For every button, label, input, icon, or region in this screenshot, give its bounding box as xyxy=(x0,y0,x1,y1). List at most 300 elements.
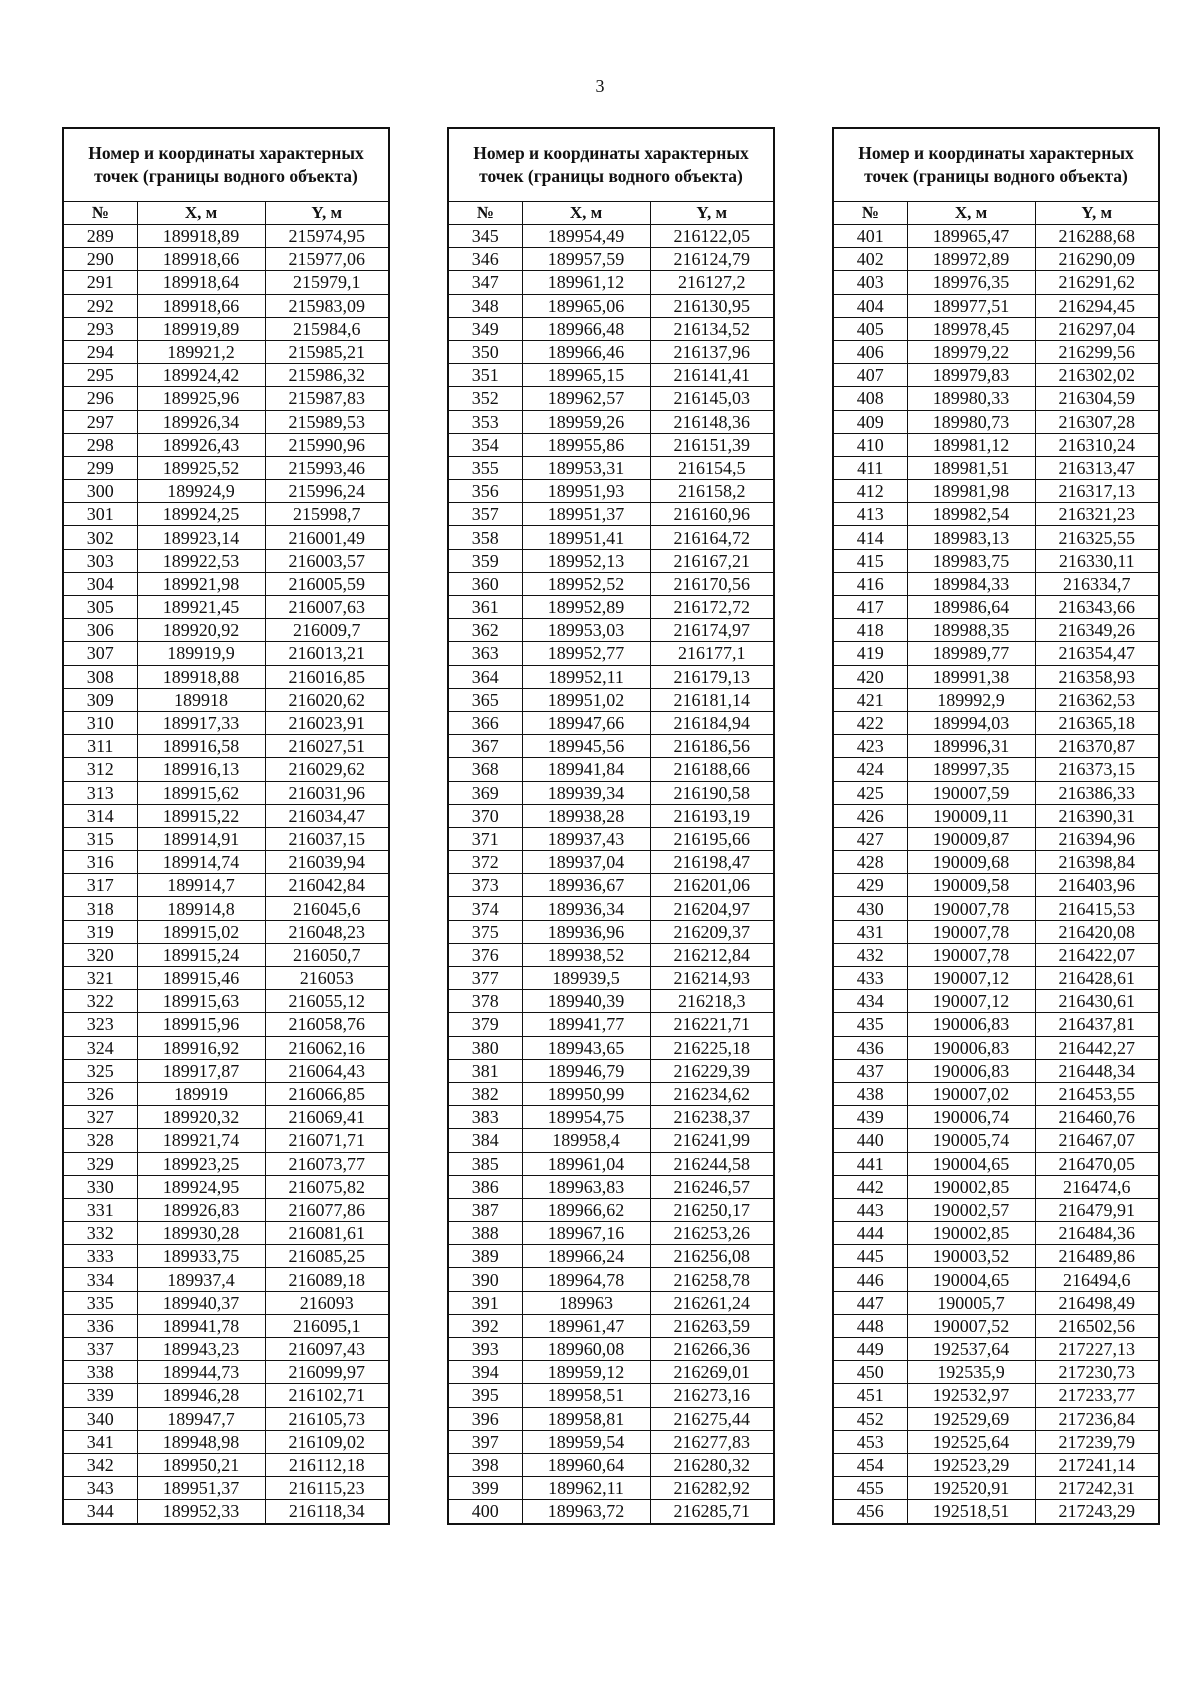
point-number-cell: 385 xyxy=(448,1152,522,1175)
table-row xyxy=(448,990,774,1013)
y-coordinate-cell: 215977,06 xyxy=(265,248,389,271)
y-coordinate-cell: 216099,97 xyxy=(265,1361,389,1384)
y-coordinate-cell: 215986,32 xyxy=(265,364,389,387)
x-coordinate-cell: 189976,35 xyxy=(907,271,1035,294)
x-coordinate-cell: 189991,38 xyxy=(907,665,1035,688)
point-number-cell: 426 xyxy=(833,804,907,827)
x-coordinate-cell: 192535,9 xyxy=(907,1361,1035,1384)
table-row xyxy=(833,456,1159,479)
x-coordinate-cell: 189948,98 xyxy=(137,1430,265,1453)
y-coordinate-cell: 216403,96 xyxy=(1035,874,1159,897)
y-coordinate-cell: 216288,68 xyxy=(1035,225,1159,248)
table-row xyxy=(833,387,1159,410)
point-number-cell: 438 xyxy=(833,1082,907,1105)
y-coordinate-cell: 216193,19 xyxy=(650,804,774,827)
y-coordinate-cell: 216394,96 xyxy=(1035,827,1159,850)
y-coordinate-cell: 216167,21 xyxy=(650,549,774,572)
x-coordinate-cell: 189916,92 xyxy=(137,1036,265,1059)
point-number-cell: 436 xyxy=(833,1036,907,1059)
x-coordinate-cell: 189951,37 xyxy=(522,503,650,526)
y-coordinate-cell: 216045,6 xyxy=(265,897,389,920)
y-coordinate-cell: 216282,92 xyxy=(650,1477,774,1500)
table-row xyxy=(448,1338,774,1361)
point-number-cell: 441 xyxy=(833,1152,907,1175)
point-number-cell: 414 xyxy=(833,526,907,549)
y-coordinate-cell: 216290,09 xyxy=(1035,248,1159,271)
y-coordinate-cell: 216039,94 xyxy=(265,851,389,874)
x-coordinate-cell: 189952,89 xyxy=(522,596,650,619)
x-coordinate-cell: 189915,24 xyxy=(137,943,265,966)
y-coordinate-cell: 216195,66 xyxy=(650,827,774,850)
x-coordinate-cell: 189950,21 xyxy=(137,1453,265,1476)
table-row xyxy=(63,526,389,549)
x-coordinate-cell: 189953,31 xyxy=(522,456,650,479)
point-number-cell: 355 xyxy=(448,456,522,479)
x-coordinate-cell: 189918,66 xyxy=(137,248,265,271)
x-coordinate-cell: 190009,11 xyxy=(907,804,1035,827)
y-coordinate-cell: 216415,53 xyxy=(1035,897,1159,920)
point-number-cell: 362 xyxy=(448,619,522,642)
y-coordinate-cell: 216050,7 xyxy=(265,943,389,966)
table-row xyxy=(63,851,389,874)
y-coordinate-cell: 216313,47 xyxy=(1035,456,1159,479)
table-row xyxy=(833,271,1159,294)
point-number-cell: 350 xyxy=(448,340,522,363)
y-coordinate-cell: 216470,05 xyxy=(1035,1152,1159,1175)
table-row xyxy=(833,1059,1159,1082)
y-coordinate-cell: 216118,34 xyxy=(265,1500,389,1524)
point-number-cell: 435 xyxy=(833,1013,907,1036)
y-coordinate-cell: 217236,84 xyxy=(1035,1407,1159,1430)
y-coordinate-cell: 216437,81 xyxy=(1035,1013,1159,1036)
table-row xyxy=(448,1430,774,1453)
x-coordinate-cell: 189926,83 xyxy=(137,1198,265,1221)
y-coordinate-cell: 216467,07 xyxy=(1035,1129,1159,1152)
y-coordinate-cell: 216474,6 xyxy=(1035,1175,1159,1198)
x-coordinate-cell: 189947,7 xyxy=(137,1407,265,1430)
table-row xyxy=(833,897,1159,920)
table-row xyxy=(448,1129,774,1152)
x-coordinate-cell: 189959,26 xyxy=(522,410,650,433)
y-coordinate-cell: 216020,62 xyxy=(265,688,389,711)
point-number-cell: 417 xyxy=(833,596,907,619)
x-coordinate-cell: 189920,92 xyxy=(137,619,265,642)
table-row xyxy=(448,1453,774,1476)
x-coordinate-cell: 190007,12 xyxy=(907,967,1035,990)
x-coordinate-cell: 189986,64 xyxy=(907,596,1035,619)
table-row xyxy=(833,1222,1159,1245)
point-number-cell: 369 xyxy=(448,781,522,804)
x-coordinate-cell: 189963 xyxy=(522,1291,650,1314)
point-number-cell: 316 xyxy=(63,851,137,874)
table-row xyxy=(833,410,1159,433)
y-coordinate-cell: 216009,7 xyxy=(265,619,389,642)
table-row xyxy=(63,340,389,363)
x-coordinate-cell: 189983,13 xyxy=(907,526,1035,549)
x-coordinate-cell: 190009,87 xyxy=(907,827,1035,850)
table-row xyxy=(63,317,389,340)
point-number-cell: 338 xyxy=(63,1361,137,1384)
point-number-cell: 348 xyxy=(448,294,522,317)
table-row xyxy=(448,688,774,711)
y-coordinate-cell: 216229,39 xyxy=(650,1059,774,1082)
y-coordinate-cell: 216042,84 xyxy=(265,874,389,897)
y-coordinate-cell: 216112,18 xyxy=(265,1453,389,1476)
y-coordinate-cell: 216448,34 xyxy=(1035,1059,1159,1082)
y-coordinate-cell: 216280,32 xyxy=(650,1453,774,1476)
point-number-cell: 353 xyxy=(448,410,522,433)
point-number-cell: 384 xyxy=(448,1129,522,1152)
table-row xyxy=(448,317,774,340)
x-coordinate-cell: 189958,51 xyxy=(522,1384,650,1407)
table-row xyxy=(833,433,1159,456)
x-coordinate-cell: 189943,65 xyxy=(522,1036,650,1059)
x-coordinate-cell: 189939,5 xyxy=(522,967,650,990)
x-coordinate-cell: 189963,83 xyxy=(522,1175,650,1198)
table-row xyxy=(833,1082,1159,1105)
table-row xyxy=(63,1245,389,1268)
table-row xyxy=(448,804,774,827)
table-row xyxy=(833,225,1159,248)
y-coordinate-cell: 216390,31 xyxy=(1035,804,1159,827)
point-number-cell: 393 xyxy=(448,1338,522,1361)
table-row xyxy=(63,480,389,503)
table-row xyxy=(448,1013,774,1036)
y-coordinate-cell: 216334,7 xyxy=(1035,572,1159,595)
table-row xyxy=(63,619,389,642)
y-coordinate-cell: 216097,43 xyxy=(265,1338,389,1361)
table-row xyxy=(448,294,774,317)
point-number-cell: 334 xyxy=(63,1268,137,1291)
point-number-cell: 389 xyxy=(448,1245,522,1268)
x-coordinate-cell: 189959,54 xyxy=(522,1430,650,1453)
point-number-cell: 302 xyxy=(63,526,137,549)
table-row xyxy=(448,549,774,572)
x-coordinate-cell: 189958,81 xyxy=(522,1407,650,1430)
x-coordinate-cell: 189981,98 xyxy=(907,480,1035,503)
y-coordinate-cell: 216266,36 xyxy=(650,1338,774,1361)
table-row xyxy=(448,456,774,479)
table-row xyxy=(448,1036,774,1059)
x-coordinate-cell: 189953,03 xyxy=(522,619,650,642)
point-number-cell: 413 xyxy=(833,503,907,526)
point-number-cell: 317 xyxy=(63,874,137,897)
point-number-cell: 368 xyxy=(448,758,522,781)
y-coordinate-cell: 216095,1 xyxy=(265,1314,389,1337)
x-coordinate-cell: 189938,52 xyxy=(522,943,650,966)
table-row xyxy=(63,642,389,665)
x-coordinate-cell: 189979,22 xyxy=(907,340,1035,363)
y-coordinate-cell: 216124,79 xyxy=(650,248,774,271)
x-coordinate-cell: 189915,63 xyxy=(137,990,265,1013)
table-row xyxy=(833,1152,1159,1175)
table-row xyxy=(63,688,389,711)
x-coordinate-cell: 189915,02 xyxy=(137,920,265,943)
x-coordinate-cell: 189947,66 xyxy=(522,711,650,734)
point-number-cell: 292 xyxy=(63,294,137,317)
table-row xyxy=(833,294,1159,317)
y-coordinate-cell: 215979,1 xyxy=(265,271,389,294)
point-number-cell: 374 xyxy=(448,897,522,920)
point-number-cell: 431 xyxy=(833,920,907,943)
table-row xyxy=(63,294,389,317)
table-row xyxy=(448,619,774,642)
point-number-cell: 428 xyxy=(833,851,907,874)
y-coordinate-cell: 216453,55 xyxy=(1035,1082,1159,1105)
y-coordinate-cell: 215974,95 xyxy=(265,225,389,248)
table-row xyxy=(448,1245,774,1268)
x-coordinate-cell: 192537,64 xyxy=(907,1338,1035,1361)
point-number-cell: 303 xyxy=(63,549,137,572)
y-coordinate-cell: 216188,66 xyxy=(650,758,774,781)
point-number-cell: 370 xyxy=(448,804,522,827)
table-row xyxy=(833,248,1159,271)
x-coordinate-cell: 189981,51 xyxy=(907,456,1035,479)
x-coordinate-cell: 190006,74 xyxy=(907,1106,1035,1129)
x-coordinate-cell: 189915,46 xyxy=(137,967,265,990)
x-coordinate-cell: 190006,83 xyxy=(907,1036,1035,1059)
y-coordinate-cell: 217243,29 xyxy=(1035,1500,1159,1524)
table-row xyxy=(63,758,389,781)
y-coordinate-cell: 216330,11 xyxy=(1035,549,1159,572)
point-number-cell: 453 xyxy=(833,1430,907,1453)
y-coordinate-cell: 216023,91 xyxy=(265,711,389,734)
point-number-cell: 314 xyxy=(63,804,137,827)
x-coordinate-cell: 190007,59 xyxy=(907,781,1035,804)
point-number-cell: 443 xyxy=(833,1198,907,1221)
point-number-cell: 379 xyxy=(448,1013,522,1036)
table-row xyxy=(833,1291,1159,1314)
x-coordinate-cell: 189920,32 xyxy=(137,1106,265,1129)
x-coordinate-cell: 189983,75 xyxy=(907,549,1035,572)
x-coordinate-cell: 189964,78 xyxy=(522,1268,650,1291)
table-row xyxy=(448,1175,774,1198)
y-coordinate-cell: 216007,63 xyxy=(265,596,389,619)
table-row xyxy=(448,1198,774,1221)
y-coordinate-cell: 216055,12 xyxy=(265,990,389,1013)
y-coordinate-cell: 215998,7 xyxy=(265,503,389,526)
y-coordinate-cell: 216058,76 xyxy=(265,1013,389,1036)
x-coordinate-cell: 189997,35 xyxy=(907,758,1035,781)
y-coordinate-cell: 216160,96 xyxy=(650,503,774,526)
x-coordinate-cell: 189946,28 xyxy=(137,1384,265,1407)
table-row xyxy=(833,1500,1159,1524)
y-coordinate-cell: 216502,56 xyxy=(1035,1314,1159,1337)
y-coordinate-cell: 216214,93 xyxy=(650,967,774,990)
x-coordinate-cell: 189957,59 xyxy=(522,248,650,271)
table-row xyxy=(63,1314,389,1337)
table-row xyxy=(833,572,1159,595)
point-number-cell: 333 xyxy=(63,1245,137,1268)
point-number-cell: 433 xyxy=(833,967,907,990)
x-coordinate-cell: 189952,13 xyxy=(522,549,650,572)
table-title: Номер и координаты характерных точек (границы водного объекта) xyxy=(63,128,389,202)
point-number-cell: 332 xyxy=(63,1222,137,1245)
x-coordinate-cell: 190002,57 xyxy=(907,1198,1035,1221)
x-coordinate-cell: 189943,23 xyxy=(137,1338,265,1361)
y-coordinate-cell: 216093 xyxy=(265,1291,389,1314)
table-row xyxy=(448,1314,774,1337)
point-number-cell: 361 xyxy=(448,596,522,619)
x-coordinate-cell: 189941,84 xyxy=(522,758,650,781)
point-number-cell: 450 xyxy=(833,1361,907,1384)
point-number-cell: 432 xyxy=(833,943,907,966)
table-row xyxy=(63,503,389,526)
table-row xyxy=(448,874,774,897)
point-number-cell: 294 xyxy=(63,340,137,363)
table-row xyxy=(63,433,389,456)
table-row xyxy=(448,433,774,456)
point-number-cell: 456 xyxy=(833,1500,907,1524)
coordinates-table-2 xyxy=(447,127,775,1525)
x-coordinate-cell: 189966,62 xyxy=(522,1198,650,1221)
point-number-cell: 289 xyxy=(63,225,137,248)
y-coordinate-cell: 216489,86 xyxy=(1035,1245,1159,1268)
x-coordinate-cell: 189972,89 xyxy=(907,248,1035,271)
y-coordinate-cell: 216479,91 xyxy=(1035,1198,1159,1221)
x-coordinate-cell: 192518,51 xyxy=(907,1500,1035,1524)
x-coordinate-cell: 189936,67 xyxy=(522,874,650,897)
point-number-cell: 344 xyxy=(63,1500,137,1524)
x-coordinate-cell: 189918,88 xyxy=(137,665,265,688)
table-row xyxy=(833,1129,1159,1152)
y-coordinate-cell: 216317,13 xyxy=(1035,480,1159,503)
point-number-cell: 401 xyxy=(833,225,907,248)
y-coordinate-cell: 216386,33 xyxy=(1035,781,1159,804)
x-coordinate-cell: 189989,77 xyxy=(907,642,1035,665)
y-coordinate-cell: 216177,1 xyxy=(650,642,774,665)
point-number-cell: 409 xyxy=(833,410,907,433)
x-coordinate-cell: 189961,04 xyxy=(522,1152,650,1175)
x-coordinate-cell: 189914,74 xyxy=(137,851,265,874)
point-number-cell: 434 xyxy=(833,990,907,1013)
point-number-cell: 291 xyxy=(63,271,137,294)
table-row xyxy=(448,1059,774,1082)
point-number-cell: 307 xyxy=(63,642,137,665)
x-coordinate-cell: 192532,97 xyxy=(907,1384,1035,1407)
table-row xyxy=(63,1338,389,1361)
table-row xyxy=(833,943,1159,966)
x-coordinate-cell: 189961,12 xyxy=(522,271,650,294)
point-number-cell: 331 xyxy=(63,1198,137,1221)
point-number-cell: 383 xyxy=(448,1106,522,1129)
y-coordinate-cell: 216277,83 xyxy=(650,1430,774,1453)
point-number-cell: 324 xyxy=(63,1036,137,1059)
point-number-cell: 403 xyxy=(833,271,907,294)
x-coordinate-cell: 190002,85 xyxy=(907,1175,1035,1198)
table-row xyxy=(448,967,774,990)
table-row xyxy=(833,804,1159,827)
y-coordinate-cell: 216181,14 xyxy=(650,688,774,711)
x-coordinate-cell: 189936,34 xyxy=(522,897,650,920)
point-number-cell: 312 xyxy=(63,758,137,781)
y-coordinate-cell: 216137,96 xyxy=(650,340,774,363)
y-coordinate-cell: 216081,61 xyxy=(265,1222,389,1245)
y-coordinate-cell: 216304,59 xyxy=(1035,387,1159,410)
y-coordinate-cell: 216109,02 xyxy=(265,1430,389,1453)
table-row xyxy=(833,1198,1159,1221)
x-coordinate-cell: 189965,06 xyxy=(522,294,650,317)
y-coordinate-cell: 217227,13 xyxy=(1035,1338,1159,1361)
x-coordinate-cell: 189924,42 xyxy=(137,364,265,387)
point-number-cell: 418 xyxy=(833,619,907,642)
x-coordinate-cell: 189926,34 xyxy=(137,410,265,433)
table-row xyxy=(63,549,389,572)
point-number-cell: 296 xyxy=(63,387,137,410)
table-row xyxy=(448,920,774,943)
point-number-cell: 407 xyxy=(833,364,907,387)
y-coordinate-cell: 216297,04 xyxy=(1035,317,1159,340)
point-number-cell: 343 xyxy=(63,1477,137,1500)
table-row xyxy=(833,1013,1159,1036)
y-coordinate-cell: 216062,16 xyxy=(265,1036,389,1059)
x-coordinate-cell: 189915,22 xyxy=(137,804,265,827)
x-coordinate-cell: 189919,9 xyxy=(137,642,265,665)
table-row xyxy=(833,503,1159,526)
x-coordinate-cell: 189937,43 xyxy=(522,827,650,850)
y-coordinate-cell: 215996,24 xyxy=(265,480,389,503)
x-coordinate-cell: 189958,4 xyxy=(522,1129,650,1152)
point-number-cell: 421 xyxy=(833,688,907,711)
point-number-cell: 360 xyxy=(448,572,522,595)
table-row xyxy=(63,1384,389,1407)
x-coordinate-cell: 189923,25 xyxy=(137,1152,265,1175)
table-row xyxy=(63,1361,389,1384)
x-coordinate-cell: 189954,75 xyxy=(522,1106,650,1129)
table-row xyxy=(63,665,389,688)
table-row xyxy=(63,387,389,410)
point-number-cell: 336 xyxy=(63,1314,137,1337)
point-number-cell: 408 xyxy=(833,387,907,410)
point-number-cell: 313 xyxy=(63,781,137,804)
table-row xyxy=(63,1082,389,1105)
table-row xyxy=(63,1407,389,1430)
point-number-cell: 326 xyxy=(63,1082,137,1105)
x-coordinate-cell: 189961,47 xyxy=(522,1314,650,1337)
table-row xyxy=(833,990,1159,1013)
y-coordinate-cell: 216460,76 xyxy=(1035,1106,1159,1129)
x-coordinate-cell: 189955,86 xyxy=(522,433,650,456)
column-header-x: X, м xyxy=(522,202,650,225)
y-coordinate-cell: 216218,3 xyxy=(650,990,774,1013)
table-row xyxy=(448,271,774,294)
y-coordinate-cell: 216343,66 xyxy=(1035,596,1159,619)
y-coordinate-cell: 216016,85 xyxy=(265,665,389,688)
table-row xyxy=(833,642,1159,665)
point-number-cell: 346 xyxy=(448,248,522,271)
x-coordinate-cell: 189921,2 xyxy=(137,340,265,363)
y-coordinate-cell: 216246,57 xyxy=(650,1175,774,1198)
point-number-cell: 411 xyxy=(833,456,907,479)
point-number-cell: 406 xyxy=(833,340,907,363)
point-number-cell: 359 xyxy=(448,549,522,572)
x-coordinate-cell: 189921,45 xyxy=(137,596,265,619)
point-number-cell: 315 xyxy=(63,827,137,850)
table-row xyxy=(448,897,774,920)
column-header-x: X, м xyxy=(137,202,265,225)
point-number-cell: 341 xyxy=(63,1430,137,1453)
x-coordinate-cell: 190009,68 xyxy=(907,851,1035,874)
point-number-cell: 340 xyxy=(63,1407,137,1430)
y-coordinate-cell: 216422,07 xyxy=(1035,943,1159,966)
x-coordinate-cell: 189922,53 xyxy=(137,549,265,572)
point-number-cell: 376 xyxy=(448,943,522,966)
table-row xyxy=(63,364,389,387)
x-coordinate-cell: 189940,37 xyxy=(137,1291,265,1314)
x-coordinate-cell: 189918,64 xyxy=(137,271,265,294)
table-row xyxy=(63,572,389,595)
point-number-cell: 377 xyxy=(448,967,522,990)
